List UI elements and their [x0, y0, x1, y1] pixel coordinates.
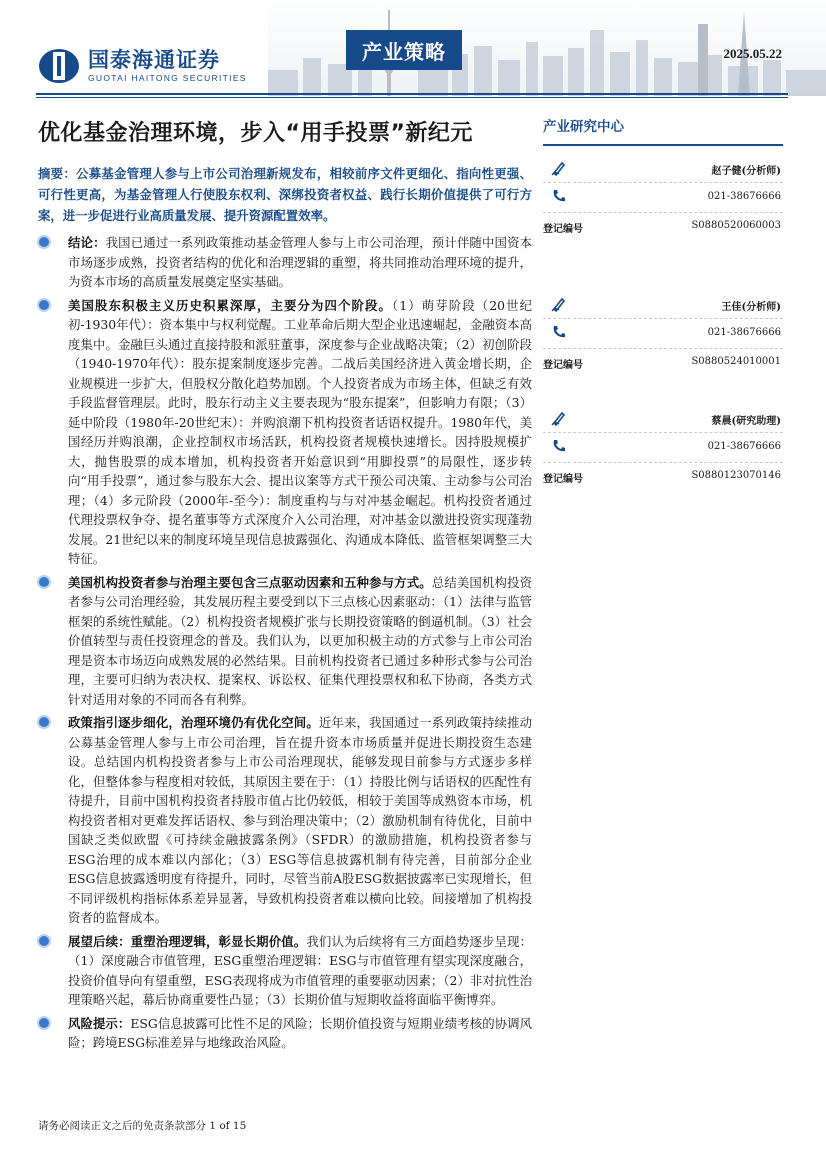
- main-column: [38, 163, 532, 1057]
- analyst-name: 蔡晨(研究助理): [711, 416, 781, 427]
- bullet-lead: 风险提示：: [68, 1015, 131, 1031]
- page-header: [0, 0, 826, 96]
- bullet-lead: 美国股东积极主义历史积累深厚，主要分为四个阶段。: [68, 297, 392, 313]
- sidebar: [543, 116, 783, 510]
- phone-icon: [551, 324, 567, 340]
- bullet-conclusion: [38, 233, 532, 292]
- logo-mark-icon: [38, 48, 80, 84]
- company-logo: [38, 48, 247, 84]
- divider: [543, 212, 783, 213]
- logo-english-name: GUOTAI HAITONG SECURITIES: [88, 73, 247, 83]
- bullet-lead: 结论：: [68, 235, 106, 250]
- analyst-phone: 021-38676666: [707, 191, 781, 202]
- analyst-phone: 021-38676666: [707, 327, 781, 338]
- header-divider-thin: [36, 97, 788, 98]
- registration-label: 登记编号: [543, 474, 583, 485]
- research-center-title: 产业研究中心: [543, 116, 783, 146]
- bullet-us-history: [38, 296, 532, 569]
- registration-label: 登记编号: [543, 360, 583, 371]
- key-points: [38, 233, 532, 1053]
- divider: [543, 182, 783, 183]
- bullet-lead: 政策指引逐步细化，治理环境仍有优化空间。: [68, 715, 319, 730]
- logo-chinese-name: 国泰海通证券: [88, 48, 220, 72]
- bullet-icon: [39, 936, 49, 946]
- phone-icon: [551, 188, 567, 204]
- divider: [543, 348, 783, 349]
- header-divider: [36, 93, 788, 95]
- report-date: 2025.05.22: [723, 46, 782, 61]
- bullet-text: （1）萌芽阶段（20世纪初-1930年代）：资本集中与权利觉醒。工业革命后期大型企业迅速崛起，金融资本高度集中。金融巨头通过直接持股和派驻董事，深度参与企业战略决策；（2）初创阶段（1940-1970年代）：股东提案制度逐步完善。二战后美国经济进入黄金增长期，企业规模进一步扩大，但股权分散化趋势加剧。个人投资者成为市场主体，但缺乏有效手段监督管理层。此时，股东行动主义主要表现为“股东提案”，但影响力有限；（3）延中阶段（1980年-20世纪末）：并购浪潮下机构投资者话语权提升。1980年代，美国经历并购浪潮，企业控制权市场活跃，机构投资者规模快速增长。因持股规模扩大，抛售股票的成本增加，机构投资者开始意识到“用脚投票”的局限性，逐步转向“用手投票”，通过参与股东大会、提出议案等方式干预公司决策、主动参与公司治理；（4）多元阶段（2000年-至今）：制度重构与与对冲基金崛起。机构投资者通过代理投票权争夺、提名董事等方式深度介入公司治理，对冲基金以激进投资实现蓬勃发展。21世纪以来的制度环境呈现信息披露强化、沟通成本降低、监管框架调整三大特征。: [68, 297, 533, 566]
- bullet-outlook: [38, 932, 532, 1010]
- bullet-text: ESG信息披露可比性不足的风险；长期价值投资与短期业绩考核的协调风险；跨境ESG标准差异与地缘政治风险。: [68, 1015, 533, 1050]
- analyst-name: 赵子健(分析师): [711, 166, 781, 177]
- pen-icon: [551, 296, 567, 312]
- pen-icon: [551, 410, 567, 426]
- bullet-text: 我国已通过一系列政策推动基金管理人参与上市公司治理，预计伴随中国资本市场逐步成熟，投资者结构的优化和治理逻辑的重塑，将共同推动治理环境的提升，为资本市场的高质量发展奠定坚实基础。: [68, 235, 533, 289]
- bullet-text: 总结美国机构投资者参与公司治理经验，其发展历程主要受到以下三点核心因素驱动：（1）法律与监管框架的系统性赋能。（2）机构投资者规模扩张与长期投资策略的倒逼机制。（3）社会价值转型与责任投资理念的普及。我们认为，以更加积极主动的方式参与上市公司治理是资本市场迈向成熟发展的必然结果。目前机构投资者已通过多种形式参与公司治理，主要可归纳为表决权、提案权、诉讼权、征集代理投票权和私下协商，各类方式针对适用对象的不同而各有利弊。: [68, 574, 533, 707]
- registration-label: 登记编号: [543, 224, 583, 235]
- divider: [543, 432, 783, 433]
- divider: [543, 462, 783, 463]
- registration-number: S0880123070146: [691, 470, 781, 481]
- analyst-card: [543, 150, 783, 260]
- pen-icon: [551, 160, 567, 176]
- registration-number: S0880524010001: [691, 356, 781, 367]
- bullet-lead: 展望后续：重塑治理逻辑，彰显长期价值。: [68, 933, 307, 949]
- bullet-us-drivers: [38, 573, 532, 710]
- bullet-lead: 美国机构投资者参与治理主要包含三点驱动因素和五种参与方式。: [68, 574, 432, 590]
- analyst-card: [543, 400, 783, 510]
- bullet-risk: [38, 1014, 532, 1053]
- analyst-phone: 021-38676666: [707, 441, 781, 452]
- bullet-icon: [39, 717, 49, 727]
- bullet-icon: [39, 1018, 49, 1028]
- analyst-card: [543, 286, 783, 396]
- bullet-icon: [39, 237, 49, 247]
- report-category-badge: 产业策略: [346, 30, 462, 70]
- phone-icon: [551, 438, 567, 454]
- bullet-text: 我们认为后续将有三方面趋势逐步呈现：（1）深度融合市值管理，ESG重塑治理逻辑：ESG与市值管理有望实现深度融合，投资价值导向有望重塑，ESG表现将成为市值管理的重要驱动因素；（2）非对抗性治理策略兴起，幕后协商重要性凸显；（3）长期价值与短期收益将面临平衡博弈。: [68, 933, 533, 1007]
- abstract: 摘要：公募基金管理人参与上市公司治理新规发布，相较前序文件更细化、指向性更强、可行性更高，为基金管理人行使股东权利、深绑投资者权益、践行长期价值提供了可行方案，进一步促进行业高质量发展、提升资源配置效率。: [38, 166, 532, 223]
- registration-number: S0880520060003: [691, 220, 781, 231]
- bullet-text: 近年来，我国通过一系列政策持续推动公募基金管理人参与上市公司治理，旨在提升资本市场质量并促进长期投资生态建设。总结国内机构投资者参与上市公司治理现状，能够发现目前参与方式逐步多样化，但整体参与程度相对较低，其原因主要在于：（1）持股比例与话语权的匹配性有待提升，目前中国机构投资者持股市值占比仍较低，相较于美国等成熟资本市场，机构投资者相对更难发挥话语权、参与到治理决策中；（2）激励机制有待优化，目前中国缺乏类似欧盟《可持续金融披露条例》（SFDR）的激励措施，机构投资者参与ESG治理的成本难以内部化；（3）ESG等信息披露机制有待完善，目前部分企业ESG信息披露透明度有待提升，同时，尽管当前A股ESG数据披露率已实现增长，但不同评级机构指标体系差异显著，导致机构投资者难以横向比较。间接增加了机构投资者的监督成本。: [68, 715, 533, 925]
- page-footer: 请务必阅读正文之后的免责条款部分 1 of 15: [38, 1120, 247, 1132]
- analyst-name: 王佳(分析师): [721, 302, 781, 313]
- bullet-icon: [39, 577, 49, 587]
- bullet-icon: [39, 300, 49, 310]
- bullet-policy: [38, 713, 532, 928]
- divider: [543, 318, 783, 319]
- report-title: 优化基金治理环境，步入“用手投票”新纪元: [38, 121, 473, 146]
